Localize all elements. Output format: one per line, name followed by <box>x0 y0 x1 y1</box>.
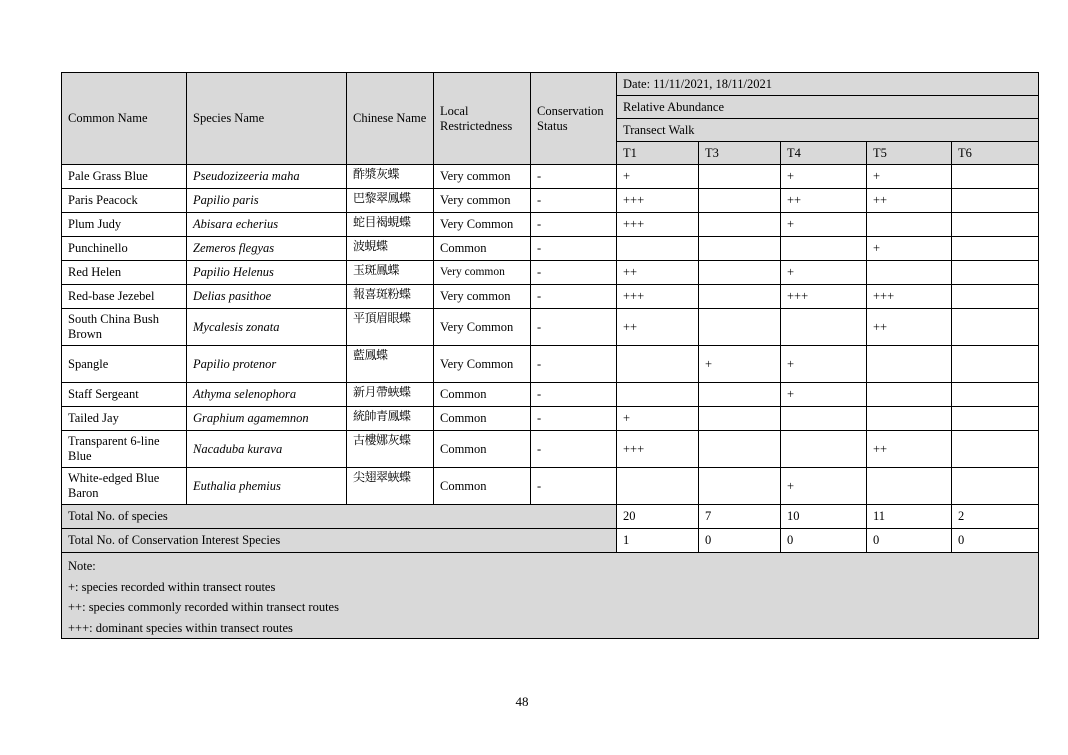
abundance-cell: ++ <box>867 431 952 468</box>
abundance-cell <box>952 407 1039 431</box>
table-row <box>62 285 1039 309</box>
local-restrictedness-cell: Very Common <box>434 309 531 346</box>
abundance-cell <box>952 237 1039 261</box>
header-transect: T1 <box>617 142 699 165</box>
abundance-cell: + <box>781 346 867 383</box>
abundance-cell: +++ <box>867 285 952 309</box>
total-species-row <box>62 505 1039 529</box>
table-row <box>62 165 1039 189</box>
abundance-cell <box>699 237 781 261</box>
conservation-status-cell: - <box>531 237 617 261</box>
species-name-cell: Nacaduba kurava <box>187 431 347 468</box>
chinese-name-cell: 酢漿灰蝶 <box>347 165 434 189</box>
table-row <box>62 189 1039 213</box>
chinese-name-cell: 統帥青鳳蝶 <box>347 407 434 431</box>
total-species-value: 20 <box>617 505 699 529</box>
conservation-status-cell: - <box>531 468 617 505</box>
total-species-value: 11 <box>867 505 952 529</box>
chinese-name-cell: 古樓娜灰蝶 <box>347 431 434 468</box>
header-transect: T3 <box>699 142 781 165</box>
header-common-name: Common Name <box>62 73 187 165</box>
chinese-name-cell: 報喜斑粉蝶 <box>347 285 434 309</box>
abundance-cell <box>952 261 1039 285</box>
note-line: ++: species commonly recorded within transect routes <box>68 600 339 614</box>
header-transect-walk: Transect Walk <box>617 119 1039 142</box>
notes-cell <box>62 553 1039 639</box>
common-name-cell: Red-base Jezebel <box>62 285 187 309</box>
abundance-cell: +++ <box>617 285 699 309</box>
species-name-cell: Zemeros flegyas <box>187 237 347 261</box>
abundance-cell: ++ <box>617 261 699 285</box>
abundance-cell: + <box>617 407 699 431</box>
common-name-cell: Plum Judy <box>62 213 187 237</box>
conservation-status-cell: - <box>531 189 617 213</box>
species-name-cell: Abisara echerius <box>187 213 347 237</box>
conservation-status-cell: - <box>531 165 617 189</box>
total-species-value: 7 <box>699 505 781 529</box>
total-species-value: 2 <box>952 505 1039 529</box>
local-restrictedness-cell: Common <box>434 407 531 431</box>
species-name-cell: Mycalesis zonata <box>187 309 347 346</box>
abundance-cell <box>952 165 1039 189</box>
local-restrictedness-cell: Common <box>434 383 531 407</box>
abundance-cell: ++ <box>867 309 952 346</box>
abundance-cell <box>781 309 867 346</box>
abundance-cell: + <box>699 346 781 383</box>
abundance-cell <box>617 346 699 383</box>
abundance-cell <box>699 261 781 285</box>
abundance-cell <box>867 346 952 383</box>
header-local-restrictedness: Local Restrictedness <box>434 73 531 165</box>
abundance-cell <box>952 309 1039 346</box>
common-name-cell: Red Helen <box>62 261 187 285</box>
species-name-cell: Athyma selenophora <box>187 383 347 407</box>
abundance-cell: + <box>781 468 867 505</box>
header-relative-abundance: Relative Abundance <box>617 96 1039 119</box>
local-restrictedness-cell: Very common <box>434 189 531 213</box>
abundance-cell <box>617 468 699 505</box>
common-name-cell: Tailed Jay <box>62 407 187 431</box>
common-name-cell: Transparent 6-line Blue <box>62 431 187 468</box>
abundance-cell: +++ <box>781 285 867 309</box>
abundance-cell <box>952 468 1039 505</box>
abundance-cell <box>699 165 781 189</box>
note-line: Note: <box>68 559 96 573</box>
chinese-name-cell: 尖翅翠蛺蝶 <box>347 468 434 505</box>
abundance-cell: + <box>781 213 867 237</box>
species-name-cell: Pseudozizeeria maha <box>187 165 347 189</box>
common-name-cell: Pale Grass Blue <box>62 165 187 189</box>
header-transect: T6 <box>952 142 1039 165</box>
table-row <box>62 468 1039 505</box>
local-restrictedness-cell: Common <box>434 431 531 468</box>
species-name-cell: Euthalia phemius <box>187 468 347 505</box>
species-name-cell: Delias pasithoe <box>187 285 347 309</box>
abundance-cell <box>617 383 699 407</box>
total-interest-species-value: 1 <box>617 529 699 553</box>
abundance-cell <box>867 468 952 505</box>
total-interest-species-value: 0 <box>699 529 781 553</box>
abundance-cell: + <box>781 165 867 189</box>
common-name-cell: Spangle <box>62 346 187 383</box>
abundance-cell <box>699 431 781 468</box>
abundance-cell <box>781 237 867 261</box>
conservation-status-cell: - <box>531 407 617 431</box>
total-interest-species-label: Total No. of Conservation Interest Species <box>62 529 617 553</box>
header-species-name: Species Name <box>187 73 347 165</box>
abundance-cell <box>699 407 781 431</box>
abundance-cell: ++ <box>617 309 699 346</box>
conservation-status-cell: - <box>531 431 617 468</box>
table-row <box>62 213 1039 237</box>
abundance-cell: ++ <box>781 189 867 213</box>
note-line: +++: dominant species within transect routes <box>68 620 293 635</box>
abundance-cell: +++ <box>617 213 699 237</box>
header-transect: T4 <box>781 142 867 165</box>
total-species-label: Total No. of species <box>62 505 617 529</box>
abundance-cell <box>699 468 781 505</box>
chinese-name-cell: 新月帶蛺蝶 <box>347 383 434 407</box>
abundance-cell <box>699 189 781 213</box>
total-species-value: 10 <box>781 505 867 529</box>
local-restrictedness-cell: Very Common <box>434 213 531 237</box>
conservation-status-cell: - <box>531 309 617 346</box>
common-name-cell: Staff Sergeant <box>62 383 187 407</box>
abundance-cell <box>781 431 867 468</box>
local-restrictedness-cell: Very common <box>434 285 531 309</box>
abundance-cell <box>952 431 1039 468</box>
abundance-cell <box>867 407 952 431</box>
table-row <box>62 407 1039 431</box>
total-interest-species-row <box>62 529 1039 553</box>
local-restrictedness-cell: Very common <box>434 165 531 189</box>
table-row <box>62 237 1039 261</box>
abundance-cell: + <box>617 165 699 189</box>
chinese-name-cell: 平頂眉眼蝶 <box>347 309 434 346</box>
total-interest-species-value: 0 <box>781 529 867 553</box>
species-name-cell: Graphium agamemnon <box>187 407 347 431</box>
note-line: +: species recorded within transect routes <box>68 579 276 594</box>
total-interest-species-value: 0 <box>867 529 952 553</box>
species-name-cell: Papilio Helenus <box>187 261 347 285</box>
abundance-cell <box>867 261 952 285</box>
species-name-cell: Papilio protenor <box>187 346 347 383</box>
conservation-status-cell: - <box>531 261 617 285</box>
table-row <box>62 261 1039 285</box>
notes-row <box>62 553 1039 639</box>
chinese-name-cell: 玉斑鳳蝶 <box>347 261 434 285</box>
header-chinese-name: Chinese Name <box>347 73 434 165</box>
abundance-cell <box>952 346 1039 383</box>
common-name-cell: White-edged Blue Baron <box>62 468 187 505</box>
conservation-status-cell: - <box>531 213 617 237</box>
local-restrictedness-cell: Common <box>434 468 531 505</box>
abundance-cell: +++ <box>617 431 699 468</box>
conservation-status-cell: - <box>531 383 617 407</box>
table-row <box>62 431 1039 468</box>
common-name-cell: Punchinello <box>62 237 187 261</box>
abundance-cell: + <box>867 237 952 261</box>
abundance-cell <box>867 213 952 237</box>
header-conservation-status: Conservation Status <box>531 73 617 165</box>
abundance-cell: ++ <box>867 189 952 213</box>
local-restrictedness-cell: Very common <box>434 261 531 285</box>
total-interest-species-value: 0 <box>952 529 1039 553</box>
abundance-cell <box>781 407 867 431</box>
conservation-status-cell: - <box>531 346 617 383</box>
abundance-cell <box>867 383 952 407</box>
conservation-status-cell: - <box>531 285 617 309</box>
abundance-cell <box>952 189 1039 213</box>
chinese-name-cell: 藍鳳蝶 <box>347 346 434 383</box>
butterfly-survey-table <box>61 72 1039 639</box>
local-restrictedness-cell: Common <box>434 237 531 261</box>
header-transect: T5 <box>867 142 952 165</box>
local-restrictedness-cell: Very Common <box>434 346 531 383</box>
abundance-cell <box>699 309 781 346</box>
abundance-cell <box>952 213 1039 237</box>
abundance-cell: + <box>781 383 867 407</box>
chinese-name-cell: 巴黎翠鳳蝶 <box>347 189 434 213</box>
table-row <box>62 309 1039 346</box>
abundance-cell <box>617 237 699 261</box>
abundance-cell: +++ <box>617 189 699 213</box>
abundance-cell <box>699 285 781 309</box>
page-number: 48 <box>515 694 529 709</box>
table-row <box>62 346 1039 383</box>
common-name-cell: South China Bush Brown <box>62 309 187 346</box>
common-name-cell: Paris Peacock <box>62 189 187 213</box>
abundance-cell <box>952 383 1039 407</box>
abundance-cell <box>952 285 1039 309</box>
abundance-cell <box>699 383 781 407</box>
header-date: Date: 11/11/2021, 18/11/2021 <box>617 73 1039 96</box>
table-row <box>62 383 1039 407</box>
abundance-cell: + <box>781 261 867 285</box>
chinese-name-cell: 蛇目褐蜆蝶 <box>347 213 434 237</box>
abundance-cell: + <box>867 165 952 189</box>
chinese-name-cell: 波蜆蝶 <box>347 237 434 261</box>
species-name-cell: Papilio paris <box>187 189 347 213</box>
abundance-cell <box>699 213 781 237</box>
